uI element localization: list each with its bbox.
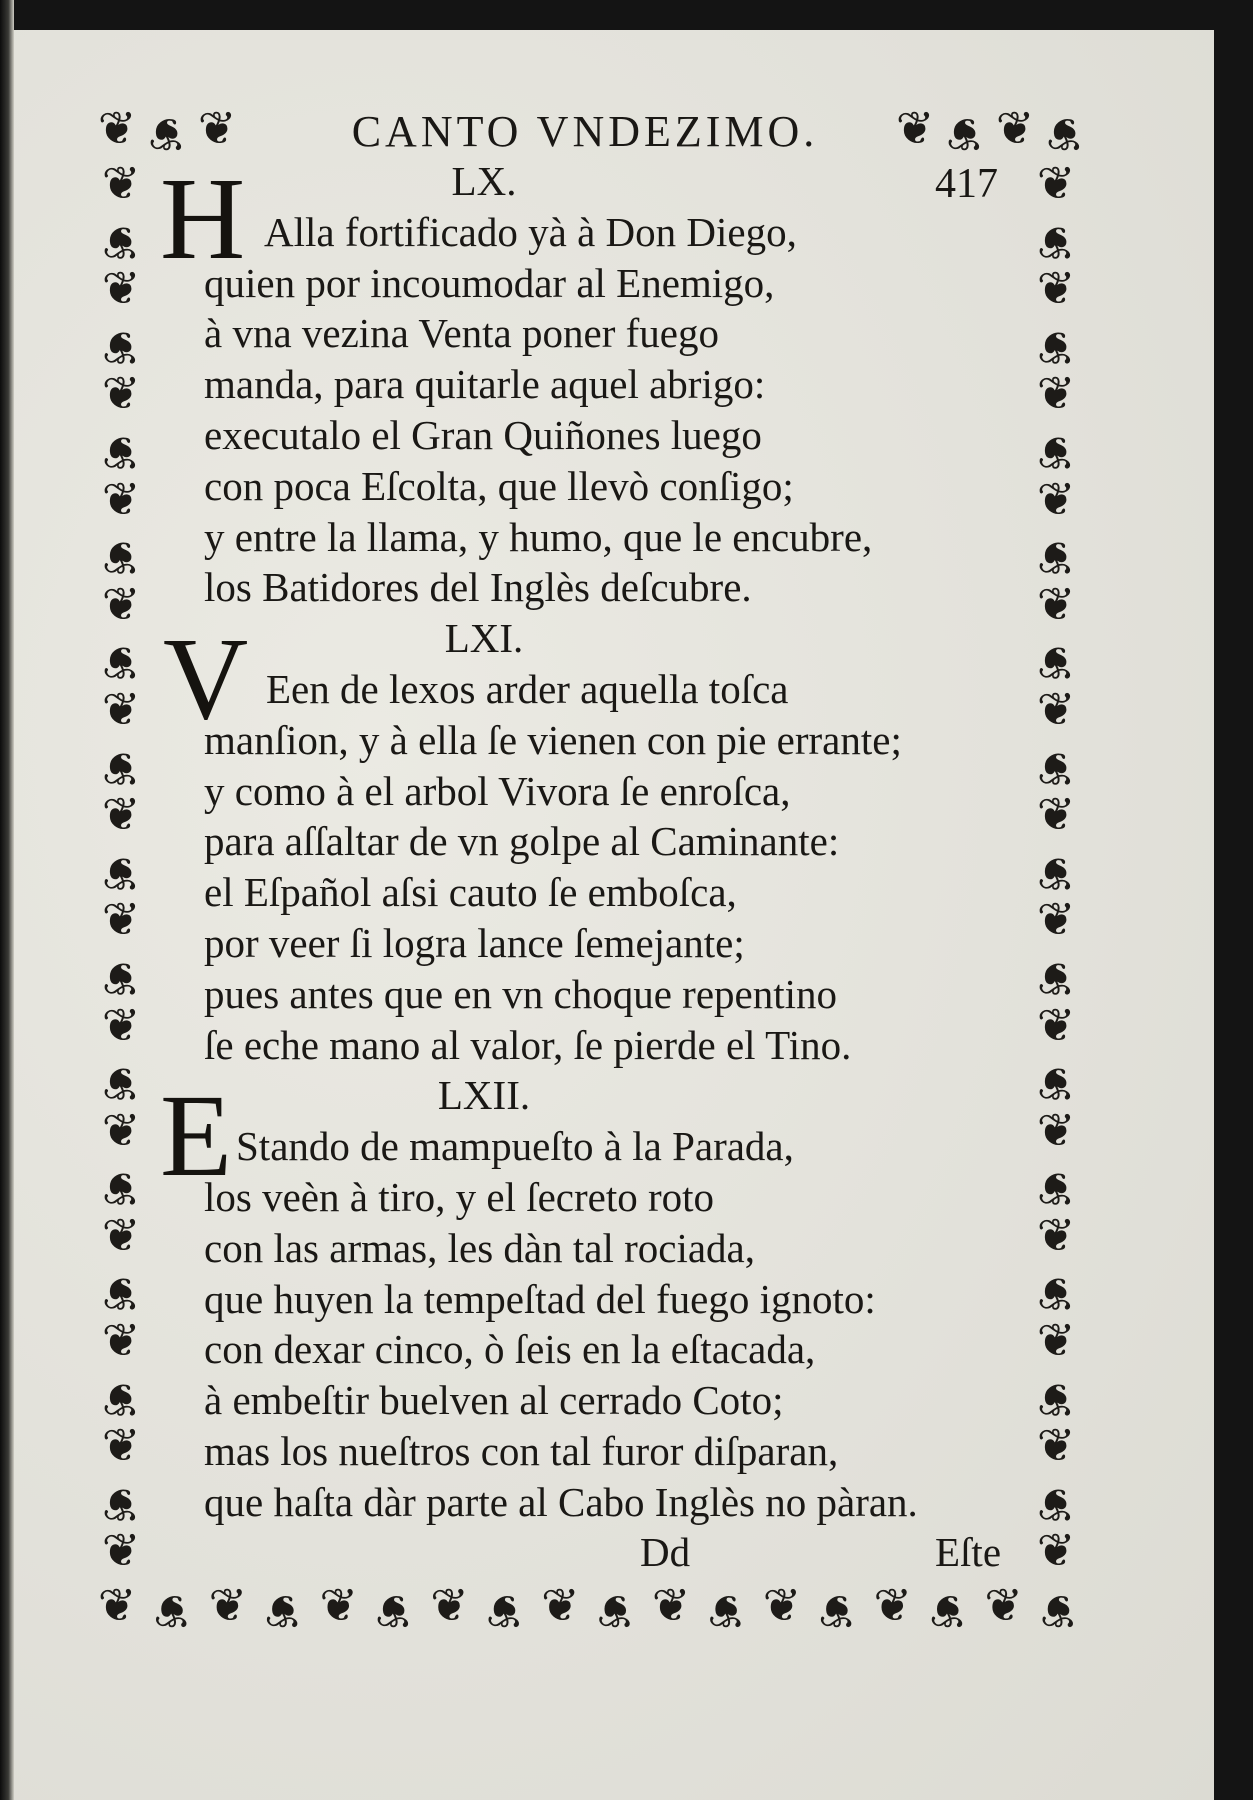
- fleuron-icon: ❦: [101, 1267, 141, 1322]
- drop-cap-v: V: [163, 613, 249, 744]
- fleuron-icon: ❦: [1036, 215, 1076, 270]
- verse-line: à embeſtir buelven al cerrado Coto;: [204, 1377, 784, 1424]
- verse-line: manda, para quitarle aquel abrigo:: [204, 361, 766, 408]
- fleuron-icon: ❦: [101, 846, 141, 901]
- fleuron-icon: ❦: [1036, 1313, 1076, 1368]
- facing-page-edge: [0, 0, 14, 1800]
- verse-line: y como à el arbol Vivora ſe enroſca,: [204, 767, 791, 814]
- fleuron-icon: ❦: [101, 215, 141, 270]
- fleuron-icon: ❦: [197, 101, 237, 155]
- verse-line: manſion, y à ella ſe vienen con pie errante;: [204, 716, 902, 763]
- verse-line: executalo el Gran Quiñones luego: [204, 411, 762, 458]
- fleuron-icon: ❦: [97, 101, 137, 155]
- fleuron-icon: ❦: [101, 576, 141, 631]
- fleuron-icon: ❦: [153, 1584, 192, 1638]
- fleuron-icon: ❦: [1036, 787, 1076, 842]
- fleuron-icon: ❦: [1036, 1477, 1076, 1532]
- fleuron-icon: ❦: [596, 1584, 635, 1638]
- running-header: CANTO VNDEZIMO.: [351, 107, 819, 156]
- verse-line: Alla fortificado yà à Don Diego,: [264, 208, 797, 255]
- fleuron-icon: ❦: [651, 1578, 691, 1632]
- right-border-ornament: [1027, 156, 1085, 1580]
- verse-line: los veèn à tiro, y el ſecreto roto: [204, 1173, 715, 1220]
- verse-line: con poca Eſcolta, que llevò conſigo;: [204, 462, 794, 509]
- verse-line: por veer ſi logra lance ſemejante;: [204, 919, 745, 966]
- fleuron-icon: ❦: [540, 1578, 580, 1632]
- fleuron-icon: ❦: [1036, 530, 1076, 585]
- fleuron-icon: ❦: [1036, 576, 1076, 631]
- verse-line: y entre la llama, y humo, que le encubre,: [204, 513, 873, 560]
- fleuron-icon: ❦: [945, 107, 985, 161]
- fleuron-icon: ❦: [928, 1584, 968, 1638]
- fleuron-icon: ❦: [1036, 1161, 1076, 1216]
- fleuron-icon: ❦: [1036, 320, 1076, 375]
- fleuron-icon: ❦: [101, 1056, 141, 1111]
- fleuron-icon: ❦: [1036, 1102, 1076, 1157]
- fleuron-icon: ❦: [1036, 1207, 1076, 1262]
- verse-line: con las armas, les dàn tal rociada,: [204, 1224, 755, 1271]
- fleuron-icon: ❦: [818, 1584, 857, 1638]
- fleuron-icon: ❦: [101, 681, 141, 736]
- fleuron-icon: ❦: [101, 1372, 141, 1427]
- fleuron-icon: ❦: [1036, 1372, 1076, 1427]
- fleuron-icon: ❦: [1036, 261, 1076, 316]
- fleuron-icon: ❦: [101, 471, 141, 526]
- fleuron-icon: ❦: [101, 1418, 141, 1473]
- fleuron-icon: ❦: [101, 1207, 141, 1262]
- fleuron-icon: ❦: [101, 261, 141, 316]
- verse-line: que huyen la tempeſtad del fuego ignoto:: [204, 1275, 876, 1322]
- fleuron-icon: ❦: [1036, 1523, 1076, 1578]
- fleuron-icon: ❦: [263, 1584, 303, 1638]
- fleuron-icon: ❦: [101, 366, 141, 421]
- verse-line: à vna vezina Venta poner fuego: [204, 310, 719, 357]
- fleuron-icon: ❦: [895, 101, 935, 155]
- fleuron-icon: ❦: [101, 1313, 141, 1368]
- fleuron-icon: ❦: [1036, 156, 1076, 210]
- stanza-number: LXI.: [444, 615, 524, 662]
- verse-line: Een de lexos arder aquella toſca: [266, 665, 789, 712]
- fleuron-icon: ❦: [101, 997, 141, 1052]
- signature-mark: Dd: [640, 1529, 691, 1575]
- verse-line: pues antes que en vn choque repentino: [204, 970, 838, 1017]
- drop-cap-h: H: [160, 153, 246, 284]
- fleuron-icon: ❦: [1036, 892, 1076, 947]
- verse-line: con dexar cinco, ò ſeis en la eſtacada,: [204, 1326, 816, 1373]
- fleuron-icon: ❦: [374, 1584, 414, 1638]
- fleuron-icon: ❦: [101, 1161, 141, 1216]
- fleuron-icon: ❦: [1036, 366, 1076, 421]
- fleuron-icon: ❦: [97, 1578, 137, 1632]
- top-border-ornament-right: [890, 101, 1090, 161]
- fleuron-icon: ❦: [1036, 951, 1076, 1006]
- fleuron-icon: ❦: [1036, 1267, 1076, 1322]
- fleuron-icon: ❦: [101, 892, 141, 947]
- fleuron-icon: ❦: [208, 1578, 248, 1632]
- fleuron-icon: ❦: [1036, 681, 1076, 736]
- bottom-border-ornament: [92, 1578, 1084, 1638]
- fleuron-icon: ❦: [762, 1578, 802, 1632]
- fleuron-icon: ❦: [101, 530, 141, 585]
- fleuron-icon: ❦: [1036, 425, 1076, 480]
- fleuron-icon: ❦: [430, 1578, 469, 1632]
- fleuron-icon: ❦: [101, 741, 141, 796]
- drop-cap-e: E: [160, 1070, 233, 1201]
- fleuron-icon: ❦: [1036, 1056, 1076, 1111]
- fleuron-icon: ❦: [101, 1523, 141, 1578]
- verse-text: [204, 156, 1004, 1528]
- verse-line: quien por incoumodar al Enemigo,: [204, 259, 775, 306]
- page-number: 417: [935, 161, 998, 207]
- verse-line: para aſſaltar de vn golpe al Caminante:: [204, 818, 840, 865]
- fleuron-icon: ❦: [101, 156, 141, 210]
- verse-line: que haſta dàr parte al Cabo Inglès no pàran.: [204, 1478, 918, 1525]
- fleuron-icon: ❦: [485, 1584, 525, 1638]
- fleuron-icon: ❦: [1036, 997, 1076, 1052]
- fleuron-icon: ❦: [1036, 1418, 1076, 1473]
- fleuron-icon: ❦: [101, 1477, 141, 1532]
- left-border-ornament: [92, 156, 150, 1580]
- verse-line: Stando de mampueſto à la Parada,: [236, 1123, 794, 1170]
- fleuron-icon: ❦: [101, 635, 141, 690]
- fleuron-icon: ❦: [1039, 1584, 1079, 1638]
- top-border-ornament-left: [92, 101, 242, 161]
- fleuron-icon: ❦: [147, 107, 187, 161]
- fleuron-icon: ❦: [101, 951, 141, 1006]
- verse-line: el Eſpañol aſsi cauto ſe emboſca,: [204, 869, 737, 916]
- fleuron-icon: ❦: [995, 101, 1035, 155]
- fleuron-icon: ❦: [873, 1578, 912, 1632]
- fleuron-icon: ❦: [984, 1578, 1023, 1632]
- fleuron-icon: ❦: [101, 425, 141, 480]
- fleuron-icon: ❦: [707, 1584, 746, 1638]
- fleuron-icon: ❦: [1036, 741, 1076, 796]
- stanza-number: LXII.: [437, 1072, 531, 1119]
- fleuron-icon: ❦: [1036, 635, 1076, 690]
- verse-line: mas los nueſtros con tal furor diſparan,: [204, 1427, 839, 1474]
- fleuron-icon: ❦: [319, 1578, 358, 1632]
- fleuron-icon: ❦: [101, 1102, 141, 1157]
- stanza-number: LX.: [451, 158, 517, 204]
- fleuron-icon: ❦: [101, 320, 141, 375]
- fleuron-icon: ❦: [1045, 107, 1085, 161]
- fleuron-icon: ❦: [101, 787, 141, 842]
- fleuron-icon: ❦: [1036, 846, 1076, 901]
- verse-line: ſe eche mano al valor, ſe pierde el Tino.: [204, 1021, 852, 1068]
- catchword: Eſte: [935, 1529, 1002, 1575]
- fleuron-icon: ❦: [1036, 471, 1076, 526]
- verse-line: los Batidores del Inglès deſcubre.: [204, 564, 752, 611]
